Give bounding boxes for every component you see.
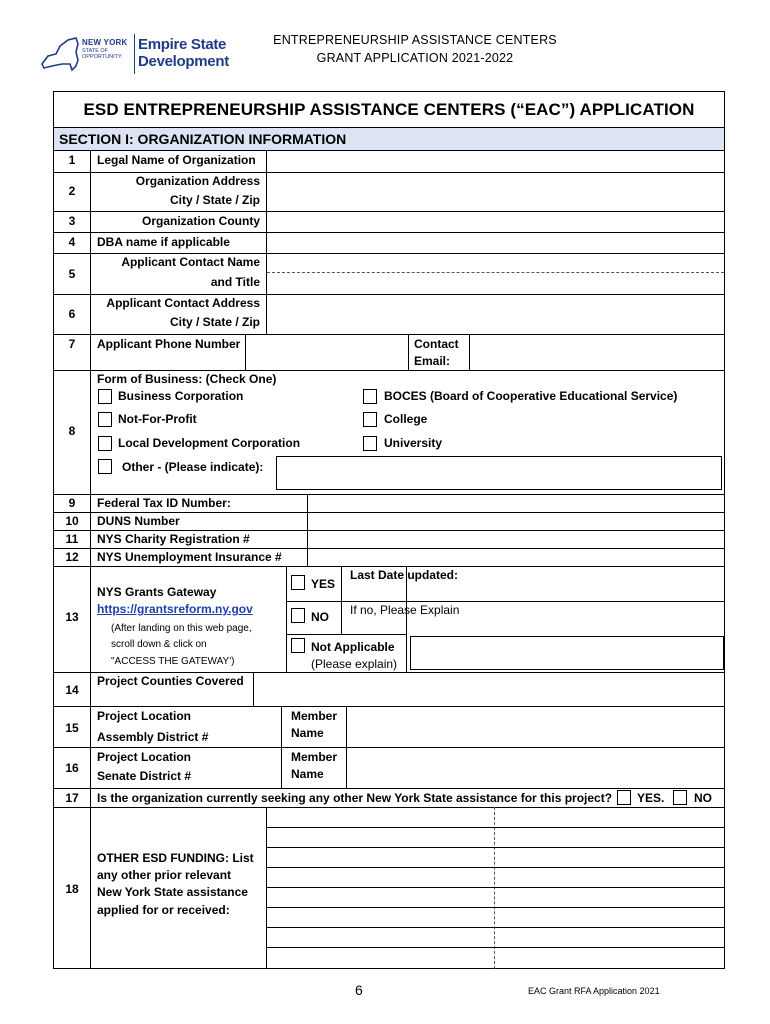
phone-field[interactable] (247, 336, 407, 368)
other-assistance-no-label: NO (694, 791, 712, 805)
college-label: College (384, 412, 428, 426)
row-line (54, 566, 724, 567)
logo-esd-line1: Empire State (138, 36, 227, 53)
dba-field[interactable] (268, 234, 722, 252)
row-number: 7 (68, 337, 76, 351)
senate-member-field[interactable] (348, 749, 722, 786)
other-esd-funding-label3: New York State assistance (97, 885, 248, 899)
na-explain-field[interactable] (410, 636, 724, 670)
form-of-business-label: Form of Business: (Check One) (97, 372, 277, 386)
member-divider (346, 706, 347, 788)
header-title-line1: ENTREPRENEURSHIP ASSISTANCE CENTERS (273, 33, 557, 47)
charity-reg-label: NYS Charity Registration # (97, 532, 250, 546)
not-for-profit-label: Not-For-Profit (118, 412, 197, 426)
row-number: 18 (65, 882, 79, 896)
contact-city-label: City / State / Zip (169, 315, 260, 329)
logo-ny-sub1: STATE OF (82, 48, 109, 54)
application-form (53, 91, 725, 969)
row-line (54, 706, 724, 707)
dba-label: DBA name if applicable (97, 235, 230, 249)
gateway-note-line3: "ACCESS THE GATEWAY') (111, 656, 235, 667)
row-line (54, 211, 724, 212)
duns-field[interactable] (309, 513, 722, 529)
yes-divider (341, 566, 342, 601)
row-number: 11 (65, 532, 79, 546)
senate-district-label: Senate District # (97, 769, 192, 783)
row-number: 2 (68, 184, 76, 198)
gateway-yes-checkbox[interactable] (291, 575, 305, 590)
row-number: 6 (68, 307, 76, 321)
other-checkbox[interactable] (98, 459, 112, 474)
charity-reg-field[interactable] (309, 531, 722, 547)
row-number: 1 (68, 153, 76, 167)
no-na-separator (286, 634, 406, 635)
district-divider (281, 706, 282, 788)
university-checkbox[interactable] (363, 436, 377, 451)
header-logo (38, 30, 228, 78)
gateway-note-line2: scroll down & click on (111, 639, 207, 650)
university-label: University (384, 436, 443, 450)
label-value-divider (266, 151, 267, 334)
contact-address-label: Applicant Contact Address (106, 296, 260, 310)
yes-no-separator (286, 601, 406, 602)
assembly-location-label: Project Location (97, 709, 192, 723)
funding-table-left (266, 807, 267, 969)
row-number: 15 (65, 721, 79, 735)
last-updated-label: Last Date updated: (350, 568, 459, 582)
business-corp-checkbox[interactable] (98, 389, 112, 404)
boces-label: BOCES (Board of Cooperative Educational Service) (384, 389, 678, 403)
row-number: 12 (65, 550, 79, 564)
assembly-district-label: Assembly District # (97, 730, 209, 744)
header-title-line2: GRANT APPLICATION 2021-2022 (316, 51, 514, 65)
gateway-no-checkbox[interactable] (291, 608, 305, 623)
other-assistance-yes-checkbox[interactable] (617, 790, 631, 805)
not-for-profit-checkbox[interactable] (98, 412, 112, 427)
ldc-checkbox[interactable] (98, 436, 112, 451)
phone-label: Applicant Phone Number (97, 337, 241, 351)
row-number: 3 (68, 214, 76, 228)
other-business-field[interactable] (276, 456, 722, 490)
email-field[interactable] (471, 336, 722, 368)
assembly-district-field[interactable] (221, 708, 279, 745)
logo-ny-text: NEW YORK (82, 38, 128, 47)
project-counties-field[interactable] (255, 674, 722, 704)
gateway-na-note: (Please explain) (311, 657, 398, 671)
row-line (54, 334, 724, 335)
legal-name-label: Legal Name of Organization (97, 153, 256, 167)
org-county-label: Organization County (142, 214, 260, 228)
project-counties-label: Project Counties Covered (97, 674, 244, 688)
other-esd-funding-label4: applied for or received: (97, 903, 230, 917)
business-corp-label: Business Corporation (118, 389, 244, 403)
row13-inner-line (406, 601, 724, 602)
gateway-no-label: NO (311, 610, 329, 624)
tax-id-label: Federal Tax ID Number: (97, 496, 231, 510)
row-line (54, 294, 724, 295)
row-number: 14 (65, 683, 79, 697)
senate-member-label2: Name (291, 767, 324, 781)
label-value-divider (307, 494, 308, 566)
other-label: Other - (Please indicate): (122, 460, 264, 474)
unemployment-ins-field[interactable] (309, 549, 722, 565)
row-line (54, 370, 724, 371)
unemployment-ins-label: NYS Unemployment Insurance # (97, 550, 282, 564)
no-divider (341, 601, 342, 634)
row-line (54, 672, 724, 673)
footer-document-id: EAC Grant RFA Application 2021 (528, 986, 660, 996)
row-number: 5 (68, 267, 76, 281)
section-heading: SECTION I: ORGANIZATION INFORMATION (54, 128, 724, 151)
row-number: 10 (65, 514, 79, 528)
form-title: ESD ENTREPRENEURSHIP ASSISTANCE CENTERS (“EAC”) APPLICATION (54, 92, 724, 128)
logo-esd-line2: Development (138, 53, 229, 70)
org-county-field[interactable] (268, 213, 722, 231)
funding-table-field[interactable] (268, 809, 722, 967)
senate-location-label: Project Location (97, 750, 192, 764)
number-column-divider (90, 151, 91, 969)
document-header (250, 31, 580, 67)
contact-address-field[interactable] (268, 296, 722, 333)
row-number: 4 (68, 235, 76, 249)
row-line (54, 788, 724, 789)
gateway-option-left-divider (286, 566, 287, 672)
org-address-label: Organization Address (135, 174, 260, 188)
college-checkbox[interactable] (363, 412, 377, 427)
email-value-divider (469, 334, 470, 370)
row-line (54, 253, 724, 254)
other-esd-funding-label2: any other prior relevant (97, 868, 232, 882)
row-line (54, 172, 724, 173)
phone-divider (245, 334, 246, 370)
email-label-line2: Email: (414, 354, 451, 368)
row-number: 8 (68, 424, 76, 438)
senate-district-field[interactable] (221, 749, 279, 786)
other-esd-funding-label1: OTHER ESD FUNDING: List (97, 851, 254, 865)
ldc-label: Local Development Corporation (118, 436, 301, 450)
row-number: 17 (65, 791, 79, 805)
contact-name-label: Applicant Contact Name (121, 255, 260, 269)
row-line (54, 232, 724, 233)
org-address-field[interactable] (268, 174, 722, 210)
gateway-na-checkbox[interactable] (291, 638, 305, 653)
row-number: 9 (68, 496, 76, 510)
label-value-divider (253, 672, 254, 706)
tax-id-field[interactable] (309, 495, 722, 511)
row-line (54, 747, 724, 748)
boces-checkbox[interactable] (363, 389, 377, 404)
gateway-na-label: Not Applicable (311, 640, 395, 654)
legal-name-field[interactable] (268, 153, 722, 170)
contact-name-field[interactable] (268, 255, 722, 293)
assembly-member-field[interactable] (348, 708, 722, 745)
email-label-line1: Contact (414, 337, 459, 351)
email-divider (408, 334, 409, 370)
grants-gateway-link[interactable]: https://grantsreform.ny.gov (97, 602, 253, 616)
gateway-note-line1: (After landing on this web page, (111, 623, 252, 634)
contact-title-label: and Title (210, 275, 260, 289)
other-assistance-no-checkbox[interactable] (673, 790, 687, 805)
row-line (54, 807, 724, 808)
page-number: 6 (355, 982, 363, 998)
row-number: 13 (65, 610, 79, 624)
if-no-explain-label: If no, Please Explain (350, 603, 460, 617)
org-city-label: City / State / Zip (169, 193, 260, 207)
row-number: 16 (65, 761, 79, 775)
senate-member-label1: Member (291, 750, 338, 764)
assembly-member-label1: Member (291, 709, 338, 723)
assembly-member-label2: Name (291, 726, 324, 740)
logo-separator (134, 34, 135, 74)
logo-ny-sub2: OPPORTUNITY. (82, 54, 123, 60)
grants-gateway-label: NYS Grants Gateway (97, 585, 217, 599)
gateway-yes-label: YES (311, 577, 336, 591)
duns-label: DUNS Number (97, 514, 180, 528)
other-assistance-question: Is the organization currently seeking any other New York State assistance for this project? (97, 791, 613, 805)
other-assistance-yes-label: YES. (637, 791, 665, 805)
